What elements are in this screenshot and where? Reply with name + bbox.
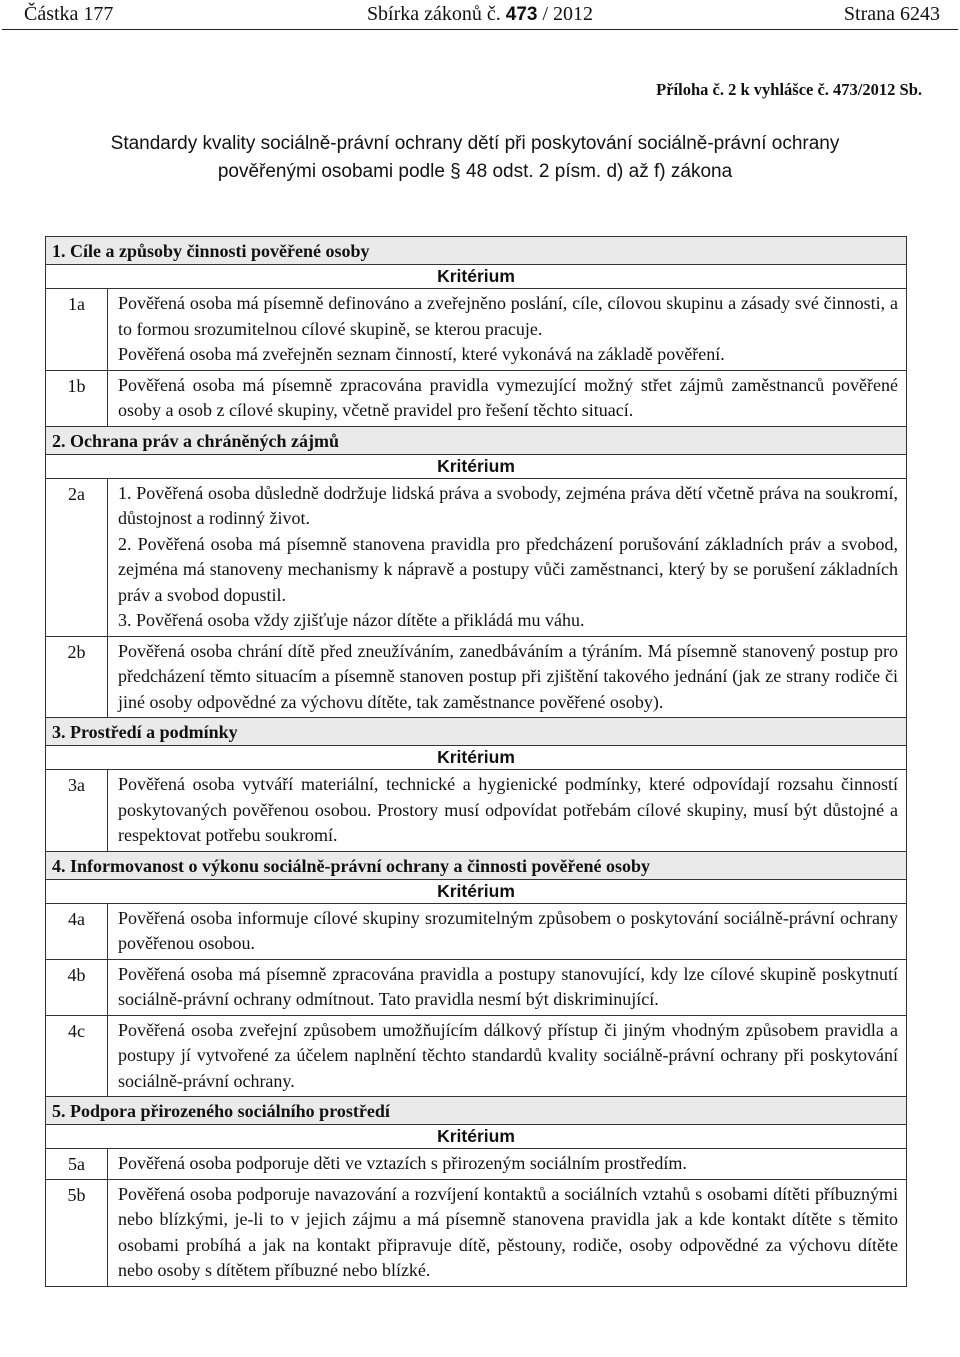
criterion-paragraph: Pověřená osoba informuje cílové skupiny srozumitelným způsobem o poskytování sociálně-právní ochrany pověřenou osobou. xyxy=(118,907,898,953)
criterion-code: 2a xyxy=(46,478,108,636)
criterion-code: 4b xyxy=(46,959,108,1015)
criterion-label: Kritérium xyxy=(46,746,907,770)
criterion-text xyxy=(108,903,907,959)
page-number: Strana 6243 xyxy=(843,3,940,25)
annex-reference: Příloha č. 2 k vyhlášce č. 473/2012 Sb. xyxy=(656,80,922,99)
collection-year: / 2012 xyxy=(542,3,594,25)
criterion-header-row xyxy=(46,265,907,289)
criterion-header-row xyxy=(46,454,907,478)
criterion-header-row xyxy=(46,1125,907,1149)
criterion-paragraph: 3. Pověřená osoba vždy zjišťuje názor dítěte a přikládá mu váhu. xyxy=(118,610,585,630)
criterion-text xyxy=(108,1149,907,1180)
criterion-label: Kritérium xyxy=(46,265,907,289)
section-title: 4. Informovanost o výkonu sociálně-právní ochrany a činnosti pověřené osoby xyxy=(46,851,907,879)
criterion-row xyxy=(46,1015,907,1097)
criterion-paragraph: Pověřená osoba má písemně zpracována pravidla vymezující možný střet zájmů zaměstnanců pověřené osoby a osob z cílové skupiny, včetně pravidel pro řešení těchto situací. xyxy=(118,374,898,420)
criterion-paragraph: Pověřená osoba zveřejní způsobem umožňujícím dálkový přístup či jiným vhodným způsobem pravidla a postupy jí vytvořené za účelem naplnění těchto standardů kvality sociálně-právní ochrany při poskytování sociálně-právní ochrany. xyxy=(118,1019,898,1091)
criterion-text xyxy=(108,1179,907,1286)
criterion-code: 1a xyxy=(46,289,108,371)
criterion-text xyxy=(108,959,907,1015)
criterion-code: 3a xyxy=(46,770,108,852)
collection-number: 473 xyxy=(505,4,538,25)
criterion-code: 1b xyxy=(46,370,108,426)
criterion-paragraph: Pověřená osoba vytváří materiální, technické a hygienické podmínky, které odpovídají rozsahu činností poskytovaných pověřenou osobou. Prostory musí odpovídat potřebám cílové skupiny, musí být důstojné a respektovat potřebu soukromí. xyxy=(118,774,898,845)
criterion-code: 4c xyxy=(46,1015,108,1097)
criterion-text xyxy=(108,636,907,718)
criterion-row xyxy=(46,370,907,426)
criterion-header-row xyxy=(46,746,907,770)
section-title: 3. Prostředí a podmínky xyxy=(46,718,907,746)
criterion-text xyxy=(108,289,907,371)
section-header-row xyxy=(46,718,907,746)
section-header-row xyxy=(46,237,907,265)
criterion-text xyxy=(108,770,907,852)
criterion-code: 4a xyxy=(46,903,108,959)
criterion-paragraph: Pověřená osoba chrání dítě před zneužíváním, zanedbáváním a týráním. Má písemně stanovený postup pro předcházení těmto situacím a písemně stanoven postup při zjištění takového jednání (jak ze strany rodiče či jiné osoby odpovědné za výchovu dítěte, tak zaměstnance pověřené osoby). xyxy=(118,640,898,712)
issue-number: Částka 177 xyxy=(24,3,114,25)
section-header-row xyxy=(46,1097,907,1125)
criterion-row xyxy=(46,1149,907,1180)
criterion-text xyxy=(108,370,907,426)
section-title: 5. Podpora přirozeného sociálního prostředí xyxy=(46,1097,907,1125)
section-title: 1. Cíle a způsoby činnosti pověřené osoby xyxy=(46,237,907,265)
criterion-row xyxy=(46,289,907,371)
criterion-row xyxy=(46,1179,907,1286)
standards-table xyxy=(45,236,907,1287)
criterion-row xyxy=(46,636,907,718)
title-line-1: Standardy kvality sociálně-právní ochrany dětí při poskytování sociálně-právní ochrany xyxy=(110,133,840,154)
criterion-code: 2b xyxy=(46,636,108,718)
criterion-text xyxy=(108,478,907,636)
criterion-paragraph: Pověřená osoba má písemně zpracována pravidla a postupy stanovující, kdy lze cílové skupině poskytnutí sociálně-právní ochrany odmítnout. Tato pravidla nesmí být diskriminující. xyxy=(118,963,898,1009)
section-title: 2. Ochrana práv a chráněných zájmů xyxy=(46,426,907,454)
criterion-paragraph: Pověřená osoba podporuje navazování a rozvíjení kontaktů a sociálních vztahů s osobami dítěti příbuznými nebo blízkými, je-li to v jejich zájmu a má písemně stanovena pravidla jak a kde kontakt dítěte s těmito osobami probíhá a jak na kontakt připravuje dítě, pěstouny, rodiče, osoby odpovědné za výchovu dítěte nebo osoby s dítětem příbuzné nebo blízké. xyxy=(118,1183,898,1280)
page-header xyxy=(2,0,958,30)
criterion-paragraph: Pověřená osoba podporuje děti ve vztazích s přirozeným sociálním prostředím. xyxy=(118,1153,687,1173)
criterion-paragraph: 1. Pověřená osoba důsledně dodržuje lidská práva a svobody, zejména práva dětí včetně práva na soukromí, důstojnost a rodinný život. xyxy=(118,482,898,528)
criterion-row xyxy=(46,478,907,636)
criterion-text xyxy=(108,1015,907,1097)
criterion-label: Kritérium xyxy=(46,454,907,478)
criterion-header-row xyxy=(46,879,907,903)
criterion-label: Kritérium xyxy=(46,879,907,903)
title-line-2: pověřenými osobami podle § 48 odst. 2 písm. d) až f) zákona xyxy=(217,161,733,182)
collection-prefix: Sbírka zákonů č. xyxy=(366,3,501,25)
criterion-paragraph: 2. Pověřená osoba má písemně stanovena pravidla pro předcházení porušování základních práv a svobod, zejména má stanoveny mechanismy k nápravě a postupy vůči zaměstnanci, který by se porušení základních práv a svobod dopustil. xyxy=(118,533,898,605)
criterion-code: 5b xyxy=(46,1179,108,1286)
criterion-row xyxy=(46,959,907,1015)
criterion-code: 5a xyxy=(46,1149,108,1180)
section-header-row xyxy=(46,426,907,454)
collection-ref xyxy=(2,3,958,26)
criterion-row xyxy=(46,770,907,852)
criterion-paragraph: Pověřená osoba má zveřejněn seznam činností, které vykonává na základě pověření. xyxy=(118,344,725,364)
section-header-row xyxy=(46,851,907,879)
document-title xyxy=(60,130,890,186)
criterion-label: Kritérium xyxy=(46,1125,907,1149)
criterion-row xyxy=(46,903,907,959)
criterion-paragraph: Pověřená osoba má písemně definováno a zveřejněno poslání, cíle, cílovou skupinu a zásady své činnosti, a to formou srozumitelnou cílové skupině, se kterou pracuje. xyxy=(118,293,898,339)
